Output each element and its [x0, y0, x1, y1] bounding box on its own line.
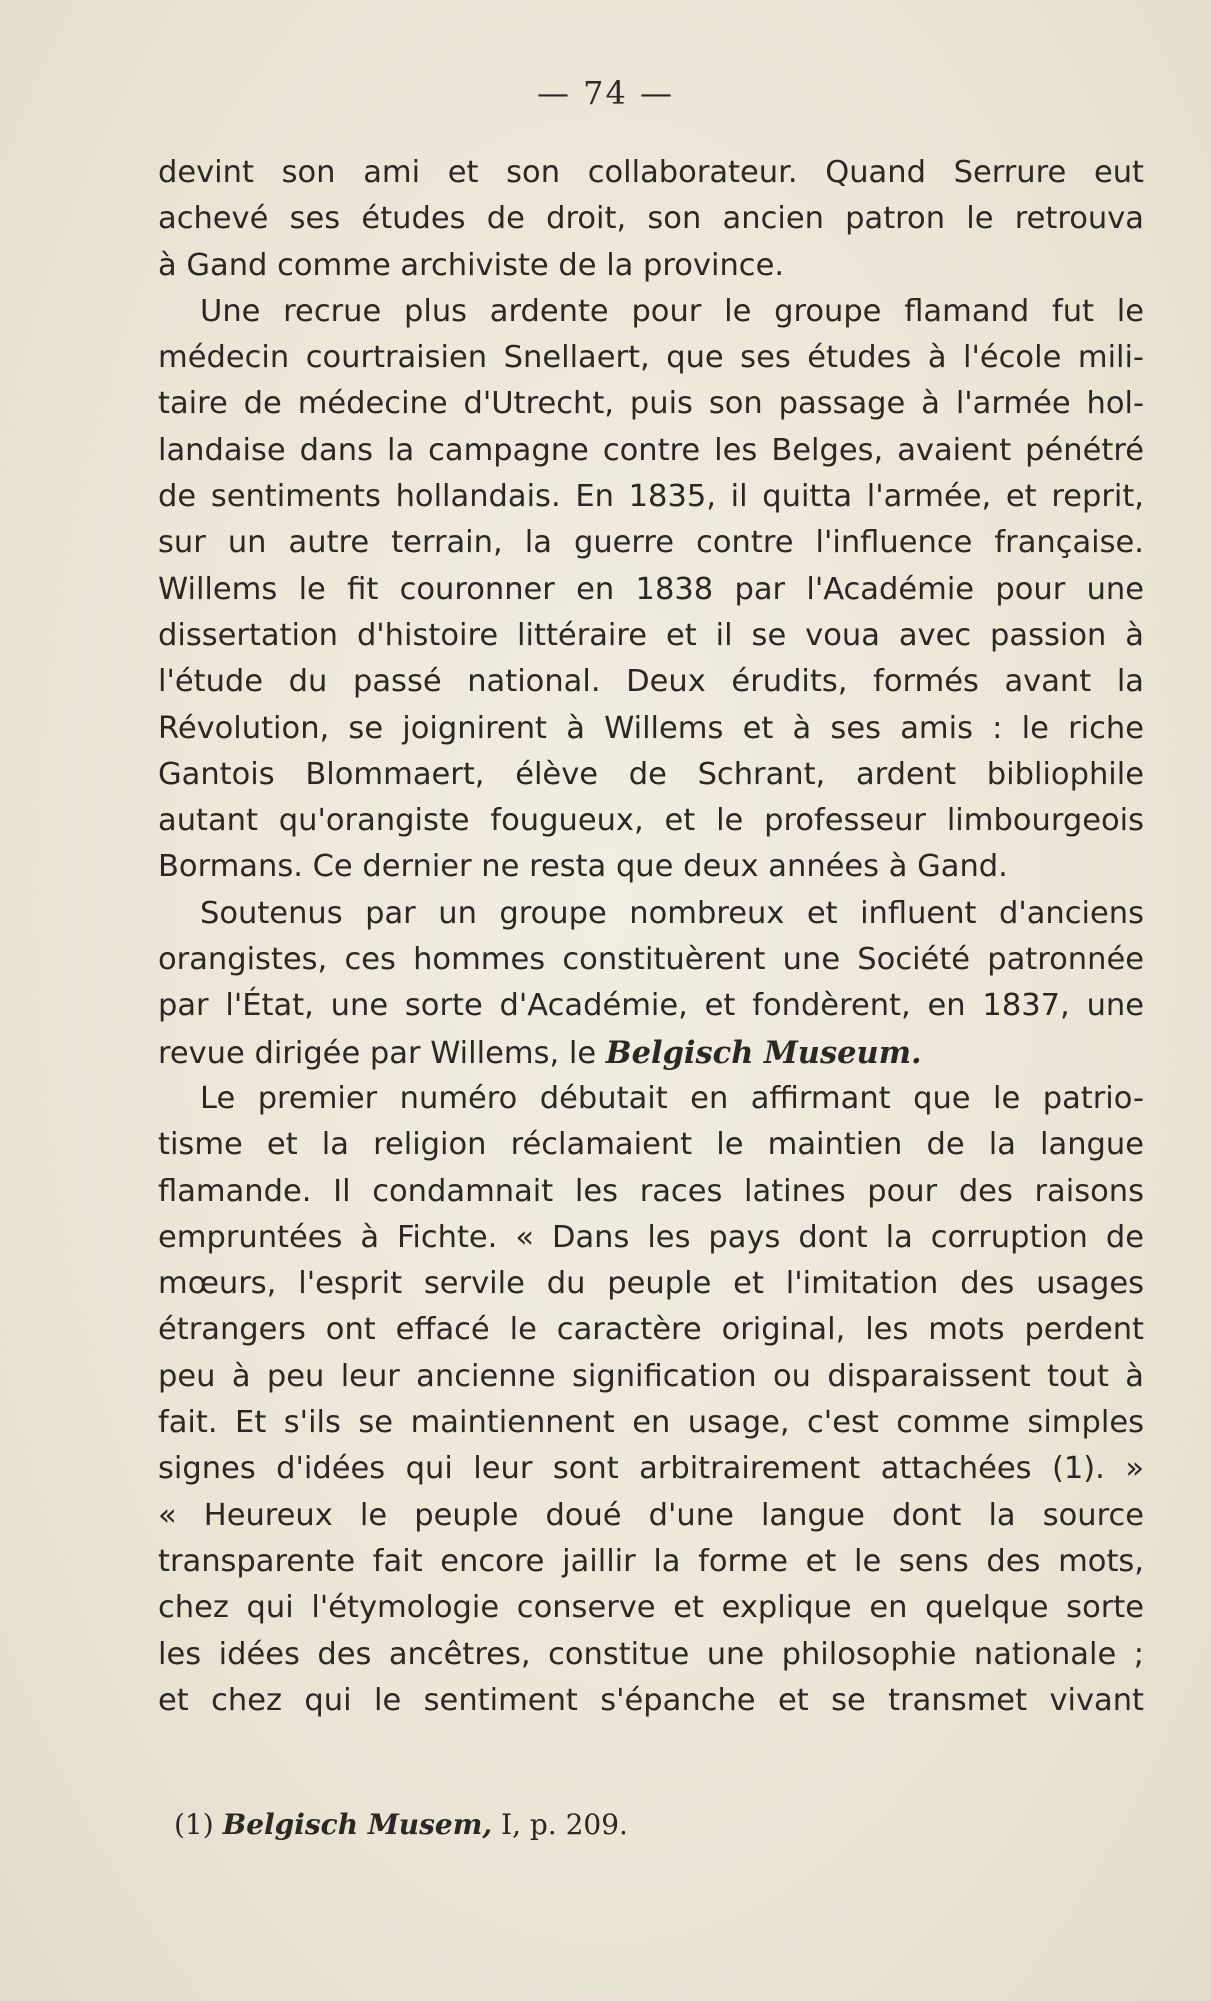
text-line: signes d'idées qui leur sont arbitrairement attachées (1). » — [158, 1451, 1144, 1487]
paragraph-4 — [158, 1076, 1144, 1724]
text-line: Révolution, se joignirent à Willems et à ses amis : le riche — [158, 710, 1144, 746]
text-line: et chez qui le sentiment s'épanche et se transmet vivant — [158, 1682, 1144, 1718]
paragraph-1 — [158, 150, 1144, 289]
text-line: « Heureux le peuple doué d'une langue dont la source — [158, 1497, 1144, 1533]
footnote — [174, 1808, 628, 1841]
text-line: de sentiments hollandais. En 1835, il quitta l'armée, et reprit, — [158, 479, 1144, 515]
text-line — [158, 1030, 1144, 1076]
text-line: taire de médecine d'Utrecht, puis son passage à l'armée hol- — [158, 386, 1144, 422]
text-line: empruntées à Fichte. « Dans les pays dont la corruption de — [158, 1219, 1144, 1255]
text-line: l'étude du passé national. Deux érudits, formés avant la — [158, 664, 1144, 700]
text-line: dissertation d'histoire littéraire et il se voua avec passion à — [158, 617, 1144, 653]
text-run: revue dirigée par Willems, le — [158, 1035, 606, 1071]
text-line: flamande. Il condamnait les races latines pour des raisons — [158, 1173, 1144, 1209]
text-line: landaise dans la campagne contre les Belges, avaient pénétré — [158, 432, 1144, 468]
text-line: fait. Et s'ils se maintiennent en usage, c'est comme simples — [158, 1405, 1144, 1441]
text-line: étrangers ont effacé le caractère original, les mots perdent — [158, 1312, 1144, 1348]
text-line: les idées des ancêtres, constitue une philosophie nationale ; — [158, 1636, 1144, 1672]
text-line: mœurs, l'esprit servile du peuple et l'imitation des usages — [158, 1266, 1144, 1302]
text-line: Gantois Blommaert, élève de Schrant, ardent bibliophile — [158, 756, 1144, 792]
text-line: Willems le fit couronner en 1838 par l'Académie pour une — [158, 571, 1144, 607]
body-text — [158, 150, 1144, 1724]
text-line: transparente fait encore jaillir la forme et le sens des mots, — [158, 1543, 1144, 1579]
text-line: peu à peu leur ancienne signification ou disparaissent tout à — [158, 1358, 1144, 1394]
footnote-source-title: Belgisch Musem, — [222, 1808, 493, 1841]
text-line: chez qui l'étymologie conserve et explique en quelque sorte — [158, 1590, 1144, 1626]
paragraph-2 — [158, 289, 1144, 891]
text-line: Une recrue plus ardente pour le groupe flamand fut le — [200, 293, 1144, 329]
text-line: autant qu'orangiste fougueux, et le professeur limbourgeois — [158, 803, 1144, 839]
text-line: sur un autre terrain, la guerre contre l'influence française. — [158, 525, 1144, 561]
text-line: achevé ses études de droit, son ancien patron le retrouva — [158, 201, 1144, 237]
text-line: Bormans. Ce dernier ne resta que deux années à Gand. — [158, 849, 1008, 885]
text-line: à Gand comme archiviste de la province. — [158, 247, 785, 283]
text-line: devint son ami et son collaborateur. Quand Serrure eut — [158, 155, 1144, 190]
text-line: Le premier numéro débutait en affirmant que le patrio- — [200, 1080, 1144, 1116]
page-number: — 74 — — [536, 74, 675, 112]
paragraph-3 — [158, 891, 1144, 1076]
text-line: par l'État, une sorte d'Académie, et fondèrent, en 1837, une — [158, 988, 1144, 1024]
text-line: tisme et la religion réclamaient le maintien de la langue — [158, 1127, 1144, 1163]
text-line: médecin courtraisien Snellaert, que ses études à l'école mili- — [158, 340, 1144, 376]
journal-title: Belgisch Museum. — [605, 1034, 922, 1071]
text-line: orangistes, ces hommes constituèrent une Société patronnée — [158, 942, 1144, 978]
footnote-reference: I, p. 209. — [492, 1808, 628, 1841]
text-line: Soutenus par un groupe nombreux et influent d'anciens — [200, 895, 1144, 931]
footnote-marker: (1) — [174, 1808, 223, 1841]
